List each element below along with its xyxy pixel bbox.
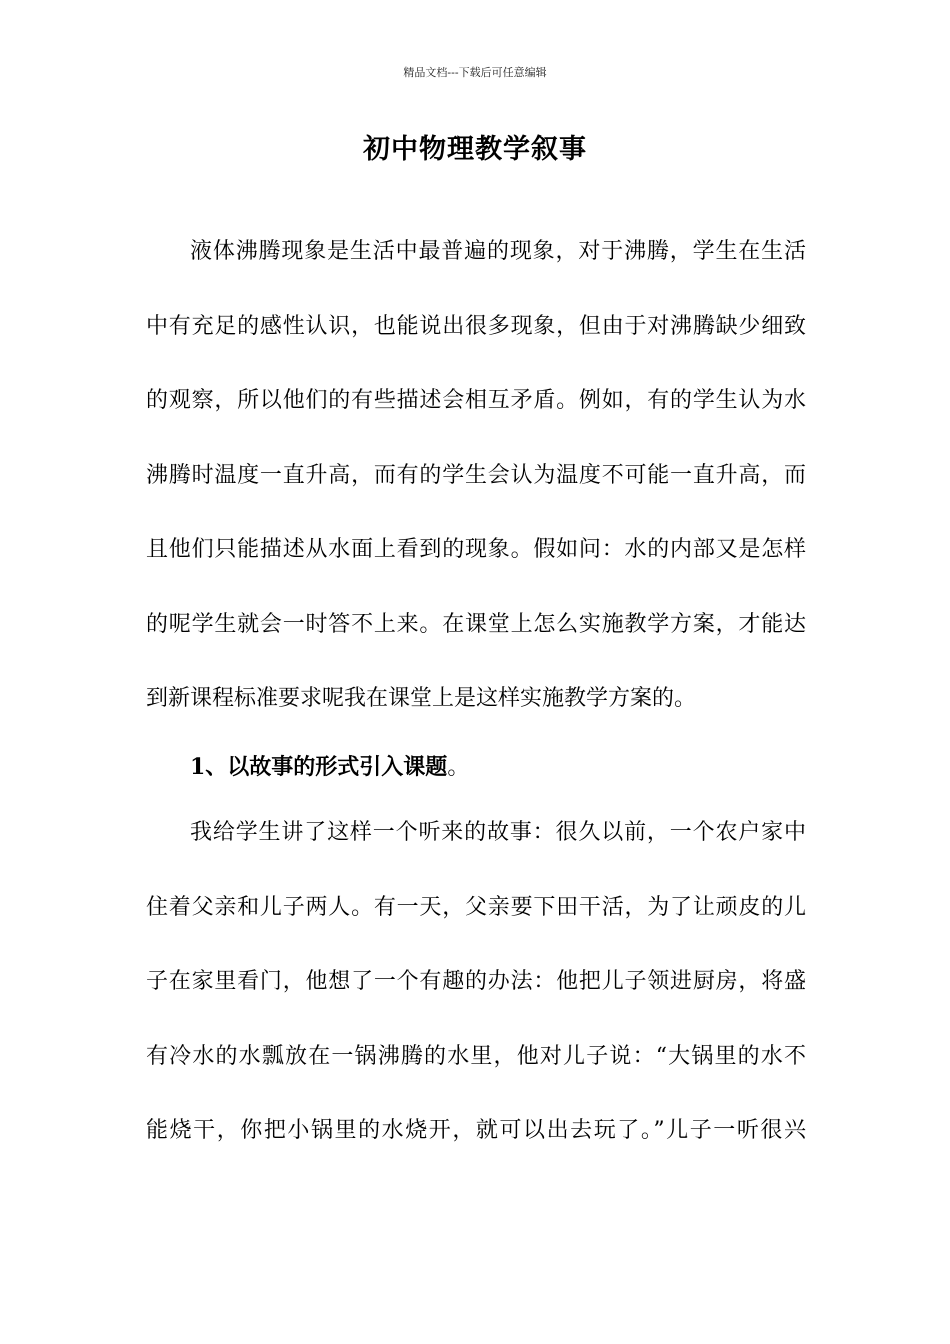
paragraph-line: 液体沸腾现象是生活中最普遍的现象，对于沸腾，学生在生活 xyxy=(190,239,806,264)
paragraph-line: 沸腾时温度一直升高，而有的学生会认为温度不可能一直升高，而 xyxy=(146,463,806,488)
section-heading xyxy=(190,752,806,783)
section-heading-text: 1、以故事的形式引入课题 xyxy=(190,754,448,780)
paragraph-line: 能烧干，你把小锅里的水烧开，就可以出去玩了。”儿子一听很兴 xyxy=(146,1118,806,1143)
paragraph-line: 住着父亲和儿子两人。有一天，父亲要下田干活，为了让顽皮的儿 xyxy=(146,895,806,920)
paragraph-line: 且他们只能描述从水面上看到的现象。假如问：水的内部又是怎样 xyxy=(146,537,806,562)
paragraph-line: 的观察，所以他们的有些描述会相互矛盾。例如，有的学生认为水 xyxy=(146,388,806,413)
document-title: 初中物理教学叙事 xyxy=(363,134,587,165)
paragraph-line: 我给学生讲了这样一个听来的故事：很久以前，一个农户家中 xyxy=(190,820,806,845)
paragraph-line: 有冷水的水瓢放在一锅沸腾的水里，他对儿子说：“大锅里的水不 xyxy=(146,1044,806,1069)
paragraph-line: 到新课程标准要求呢我在课堂上是这样实施教学方案的。 xyxy=(146,686,697,711)
header-note: 精品文档---下载后可任意编辑 xyxy=(403,66,547,79)
paragraph-line: 子在家里看门，他想了一个有趣的办法：他把儿子领进厨房，将盛 xyxy=(146,969,806,994)
section-heading-punctuation: 。 xyxy=(447,755,470,780)
paragraph-line: 的呢学生就会一时答不上来。在课堂上怎么实施教学方案，才能达 xyxy=(146,612,806,637)
paragraph-line: 中有充足的感性认识，也能说出很多现象，但由于对沸腾缺少细致 xyxy=(146,314,806,339)
